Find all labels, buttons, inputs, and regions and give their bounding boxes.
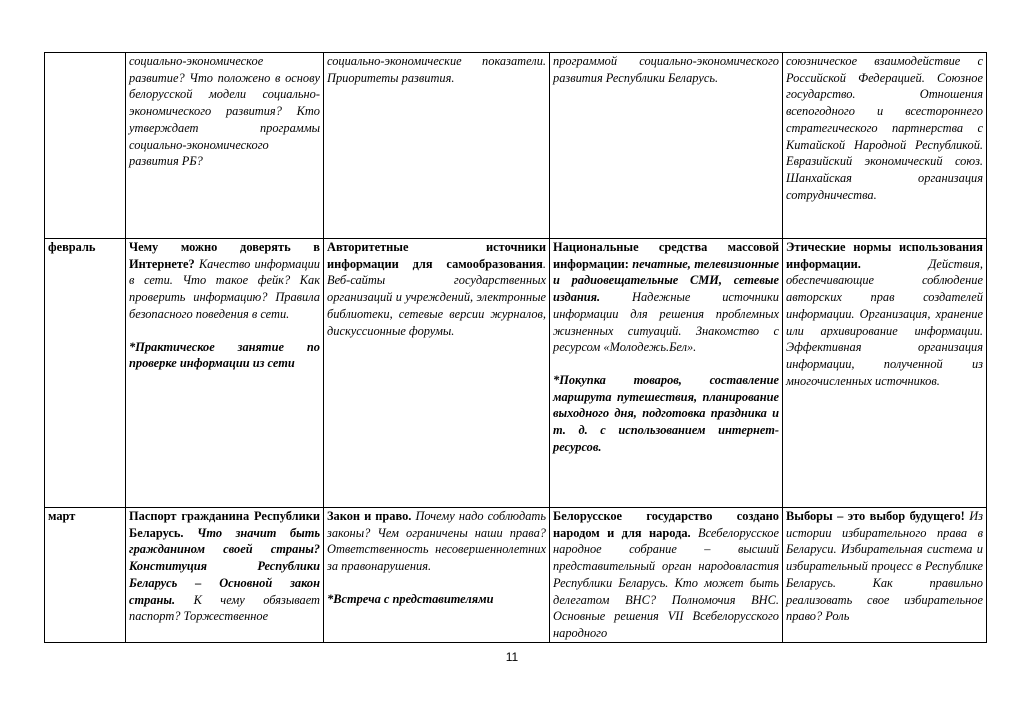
topic-title: Белорусское государство создано народом и для народа. (553, 509, 779, 540)
topic-cell: программой социально-экономического развития Республики Беларусь. (550, 53, 783, 239)
topic-text: Надежные источники информации для решения проблемных жизненных ситуаций. Знакомство с ресурсом «Молодежь.Бел». (553, 290, 779, 355)
practice-note: *Практическое занятие по проверке информации из сети (129, 339, 320, 371)
topic-cell: социально-экономическое развитие? Что положено в основу белорусской модели социально-экономического развития? Кто утверждает программы социально-экономического развития РБ? (126, 53, 324, 239)
topic-cell (550, 508, 783, 643)
topic-title: Национальные средства массовой информации: (553, 240, 779, 271)
topic-cell (783, 508, 987, 643)
topic-subtitle: печатные, телевизионные и радиовещательные СМИ, сетевые издания. (553, 256, 779, 305)
topic-cell (324, 239, 550, 508)
topic-text: Почему надо соблюдать законы? Чем ограничены наши права? Ответственность несовершеннолетних за правонарушения. (327, 509, 547, 574)
topic-cell (783, 239, 987, 508)
topic-cell (550, 239, 783, 508)
topic-title: Паспорт гражданина Республики Беларусь. (129, 509, 320, 540)
topic-text: Качество информации в сети. Что такое фейк? Как проверить информацию? Правила безопасного поведения в сети. (129, 256, 320, 321)
topic-subtitle: Что значит быть гражданином своей страны? Конституция Республики Беларусь – Основной закон страны. (129, 525, 320, 607)
practice-note: *Покупка товаров, составление маршрута путешествия, планирование выходного дня, подготовка праздника и т. д. с использованием интернет-ресурсов. (553, 372, 779, 454)
topic-text: . Веб-сайты государственных организаций и учреждений, электронные библиотеки, сетевые версии журналов, дискуссионные форумы. (327, 256, 546, 338)
table-row (45, 239, 987, 508)
month-cell: февраль (45, 239, 126, 508)
topic-text: Всебелорусское народное собрание – высший представительный орган народовластия Республики Беларусь. Кто может быть делегатом ВНС? Полномочия ВНС. Основные решения VII Всебелорусского народного (553, 525, 779, 640)
topic-title: Чему можно доверять в Интернете? (129, 240, 320, 271)
topic-text: Из истории избирательного права в Беларуси. Избирательная система и избирательный процесс в Республике Беларусь. Как правильно реализовать свое избирательное право? Роль (786, 509, 983, 624)
month-cell (45, 53, 126, 239)
month-cell: март (45, 508, 126, 643)
page-number: 11 (505, 650, 519, 664)
curriculum-table (44, 52, 987, 643)
topic-cell (324, 508, 550, 643)
topic-cell (126, 239, 324, 508)
topic-title: Выборы – это выбор будущего! (786, 509, 965, 523)
topic-title: Авторитетные источники информации для самообразования (327, 240, 546, 271)
topic-cell (126, 508, 324, 643)
table-row (45, 53, 987, 239)
practice-note: *Встреча с представителями (327, 591, 494, 606)
table-row (45, 508, 987, 643)
topic-title: Закон и право. (327, 509, 412, 523)
topic-cell: союзническое взаимодействие с Российской Федерацией. Союзное государство. Отношения всепогодного и всестороннего стратегического партнерства с Китайской Народной Республикой. Евразийский экономический союз. Шанхайская организация сотрудничества. (783, 53, 987, 239)
topic-text: Действия, обеспечивающие соблюдение авторских прав создателей информации. Организация, хранение или архивирование информации. Эффективная организация информации, полученной из многочисленных источников. (786, 256, 983, 388)
topic-title: Этические нормы использования информации. (786, 240, 983, 271)
topic-cell: социально-экономические показатели. Приоритеты развития. (324, 53, 550, 239)
topic-text: К чему обязывает паспорт? Торжественное (129, 592, 320, 624)
